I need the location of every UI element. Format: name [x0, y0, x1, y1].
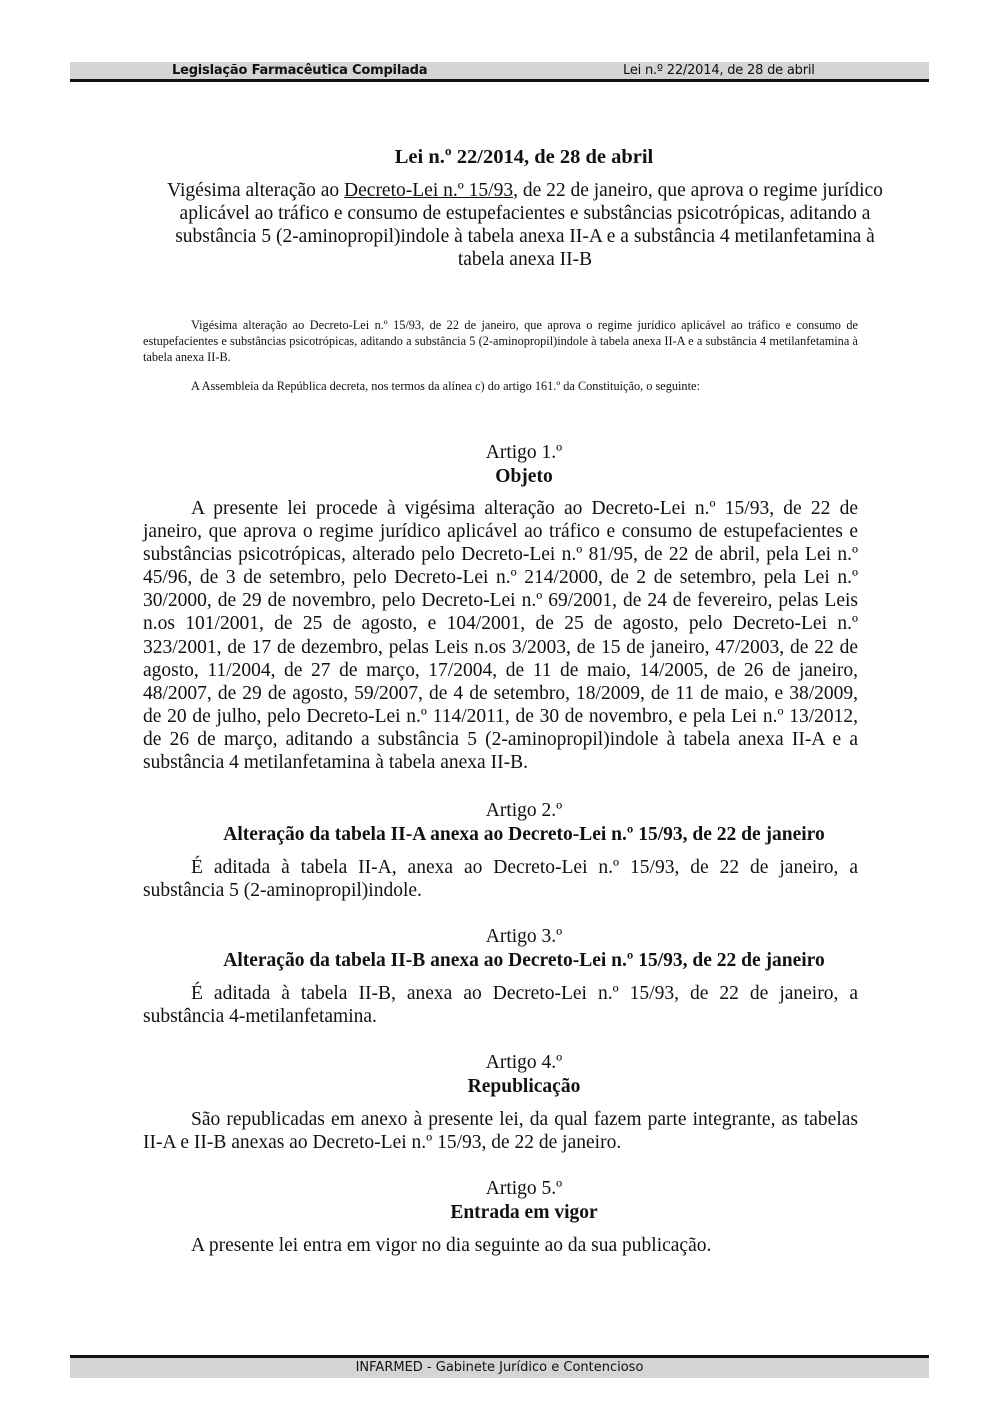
article-5-title: Entrada em vigor	[450, 1202, 598, 1223]
article-3-title: Alteração da tabela II-B anexa ao Decreto-Lei n.º 15/93, de 22 de janeiro	[223, 950, 825, 971]
article-1-body: A presente lei procede à vigésima alteração ao Decreto-Lei n.º 15/93, de 22 de janeiro, que aprova o regime jurídico aplicável ao tráfico e consumo de estupefacientes e substâncias psicotrópicas, alterado pelo Decreto-Lei n.º 81/95, de 22 de abril, pela Lei n.º 45/96, de 3 de setembro, pelo Decreto-Lei n.º 214/2000, de 2 de setembro, pela Lei n.º 30/2000, de 29 de novembro, pelo Decreto-Lei n.º 69/2001, de 24 de fevereiro, pelas Leis n.os 101/2001, de 25 de agosto, e 104/2001, de 25 de agosto, pelo Decreto-Lei n.º 323/2001, de 17 de dezembro, pelas Leis n.os 3/2003, de 15 de janeiro, 47/2003, de 22 de agosto, 11/2004, de 27 de março, 17/2004, de 11 de maio, 14/2005, de 26 de janeiro, 48/2007, de 29 de agosto, 59/2007, de 4 de setembro, 18/2009, de 11 de maio, e 38/2009, de 20 de julho, pelo Decreto-Lei n.º 114/2011, de 30 de novembro, e pela Lei n.º 13/2012, de 26 de março, aditando a substância 5 (2-aminopropil)indole à tabela anexa II-A e a substância 4 metilanfetamina à tabela anexa II-B.	[143, 498, 858, 774]
law-subtitle	[160, 179, 890, 271]
page-header	[70, 62, 929, 82]
article-5-number: Artigo 5.º	[485, 1178, 563, 1199]
subtitle-text-start: Vigésima alteração ao	[167, 180, 345, 201]
decree-law-link[interactable]: Decreto-Lei n.º 15/93	[344, 180, 514, 201]
article-2-body: É aditada à tabela II-A, anexa ao Decreto-Lei n.º 15/93, de 22 de janeiro, a substância 5 (2-aminopropil)indole.	[143, 857, 858, 902]
subtitle-text-end: , de 22 de janeiro, que aprova o regime jurídico aplicável ao tráfico e consumo de estupefacientes e substâncias psicotrópicas, aditando a substância 5 (2-aminopropil)indole à tabela anexa II-A e a substância 4 metilanfetamina à tabela anexa II-B	[175, 180, 883, 270]
article-1-title: Objeto	[495, 466, 553, 487]
article-3-body: É aditada à tabela II-B, anexa ao Decreto-Lei n.º 15/93, de 22 de janeiro, a substância 4-metilanfetamina.	[143, 983, 858, 1028]
article-2-number: Artigo 2.º	[485, 800, 563, 821]
page-footer: INFARMED - Gabinete Jurídico e Contencioso	[70, 1355, 929, 1378]
decree-preamble: A Assembleia da República decreta, nos termos da alínea c) do artigo 161.º da Constituição, o seguinte:	[191, 379, 700, 393]
header-publication-title: Legislação Farmacêutica Compilada	[172, 63, 428, 78]
header-law-reference: Lei n.º 22/2014, de 28 de abril	[623, 63, 815, 78]
article-4-title: Republicação	[467, 1076, 581, 1097]
article-4-body: São republicadas em anexo à presente lei, da qual fazem parte integrante, as tabelas II-A e II-B anexas ao Decreto-Lei n.º 15/93, de 22 de janeiro.	[143, 1109, 858, 1154]
article-1-number: Artigo 1.º	[485, 442, 563, 463]
article-4-number: Artigo 4.º	[485, 1052, 563, 1073]
article-5-body: A presente lei entra em vigor no dia seguinte ao da sua publicação.	[191, 1235, 712, 1256]
law-summary: Vigésima alteração ao Decreto-Lei n.º 15/93, de 22 de janeiro, que aprova o regime jurídico aplicável ao tráfico e consumo de estupefacientes e substâncias psicotrópicas, aditando a substância 5 (2-aminopropil)indole à tabela anexa II-A e a substância 4 metilanfetamina à tabela anexa II-B.	[143, 318, 858, 364]
article-2-title: Alteração da tabela II-A anexa ao Decreto-Lei n.º 15/93, de 22 de janeiro	[223, 824, 825, 845]
law-title: Lei n.º 22/2014, de 28 de abril	[394, 146, 654, 168]
article-3-number: Artigo 3.º	[485, 926, 563, 947]
